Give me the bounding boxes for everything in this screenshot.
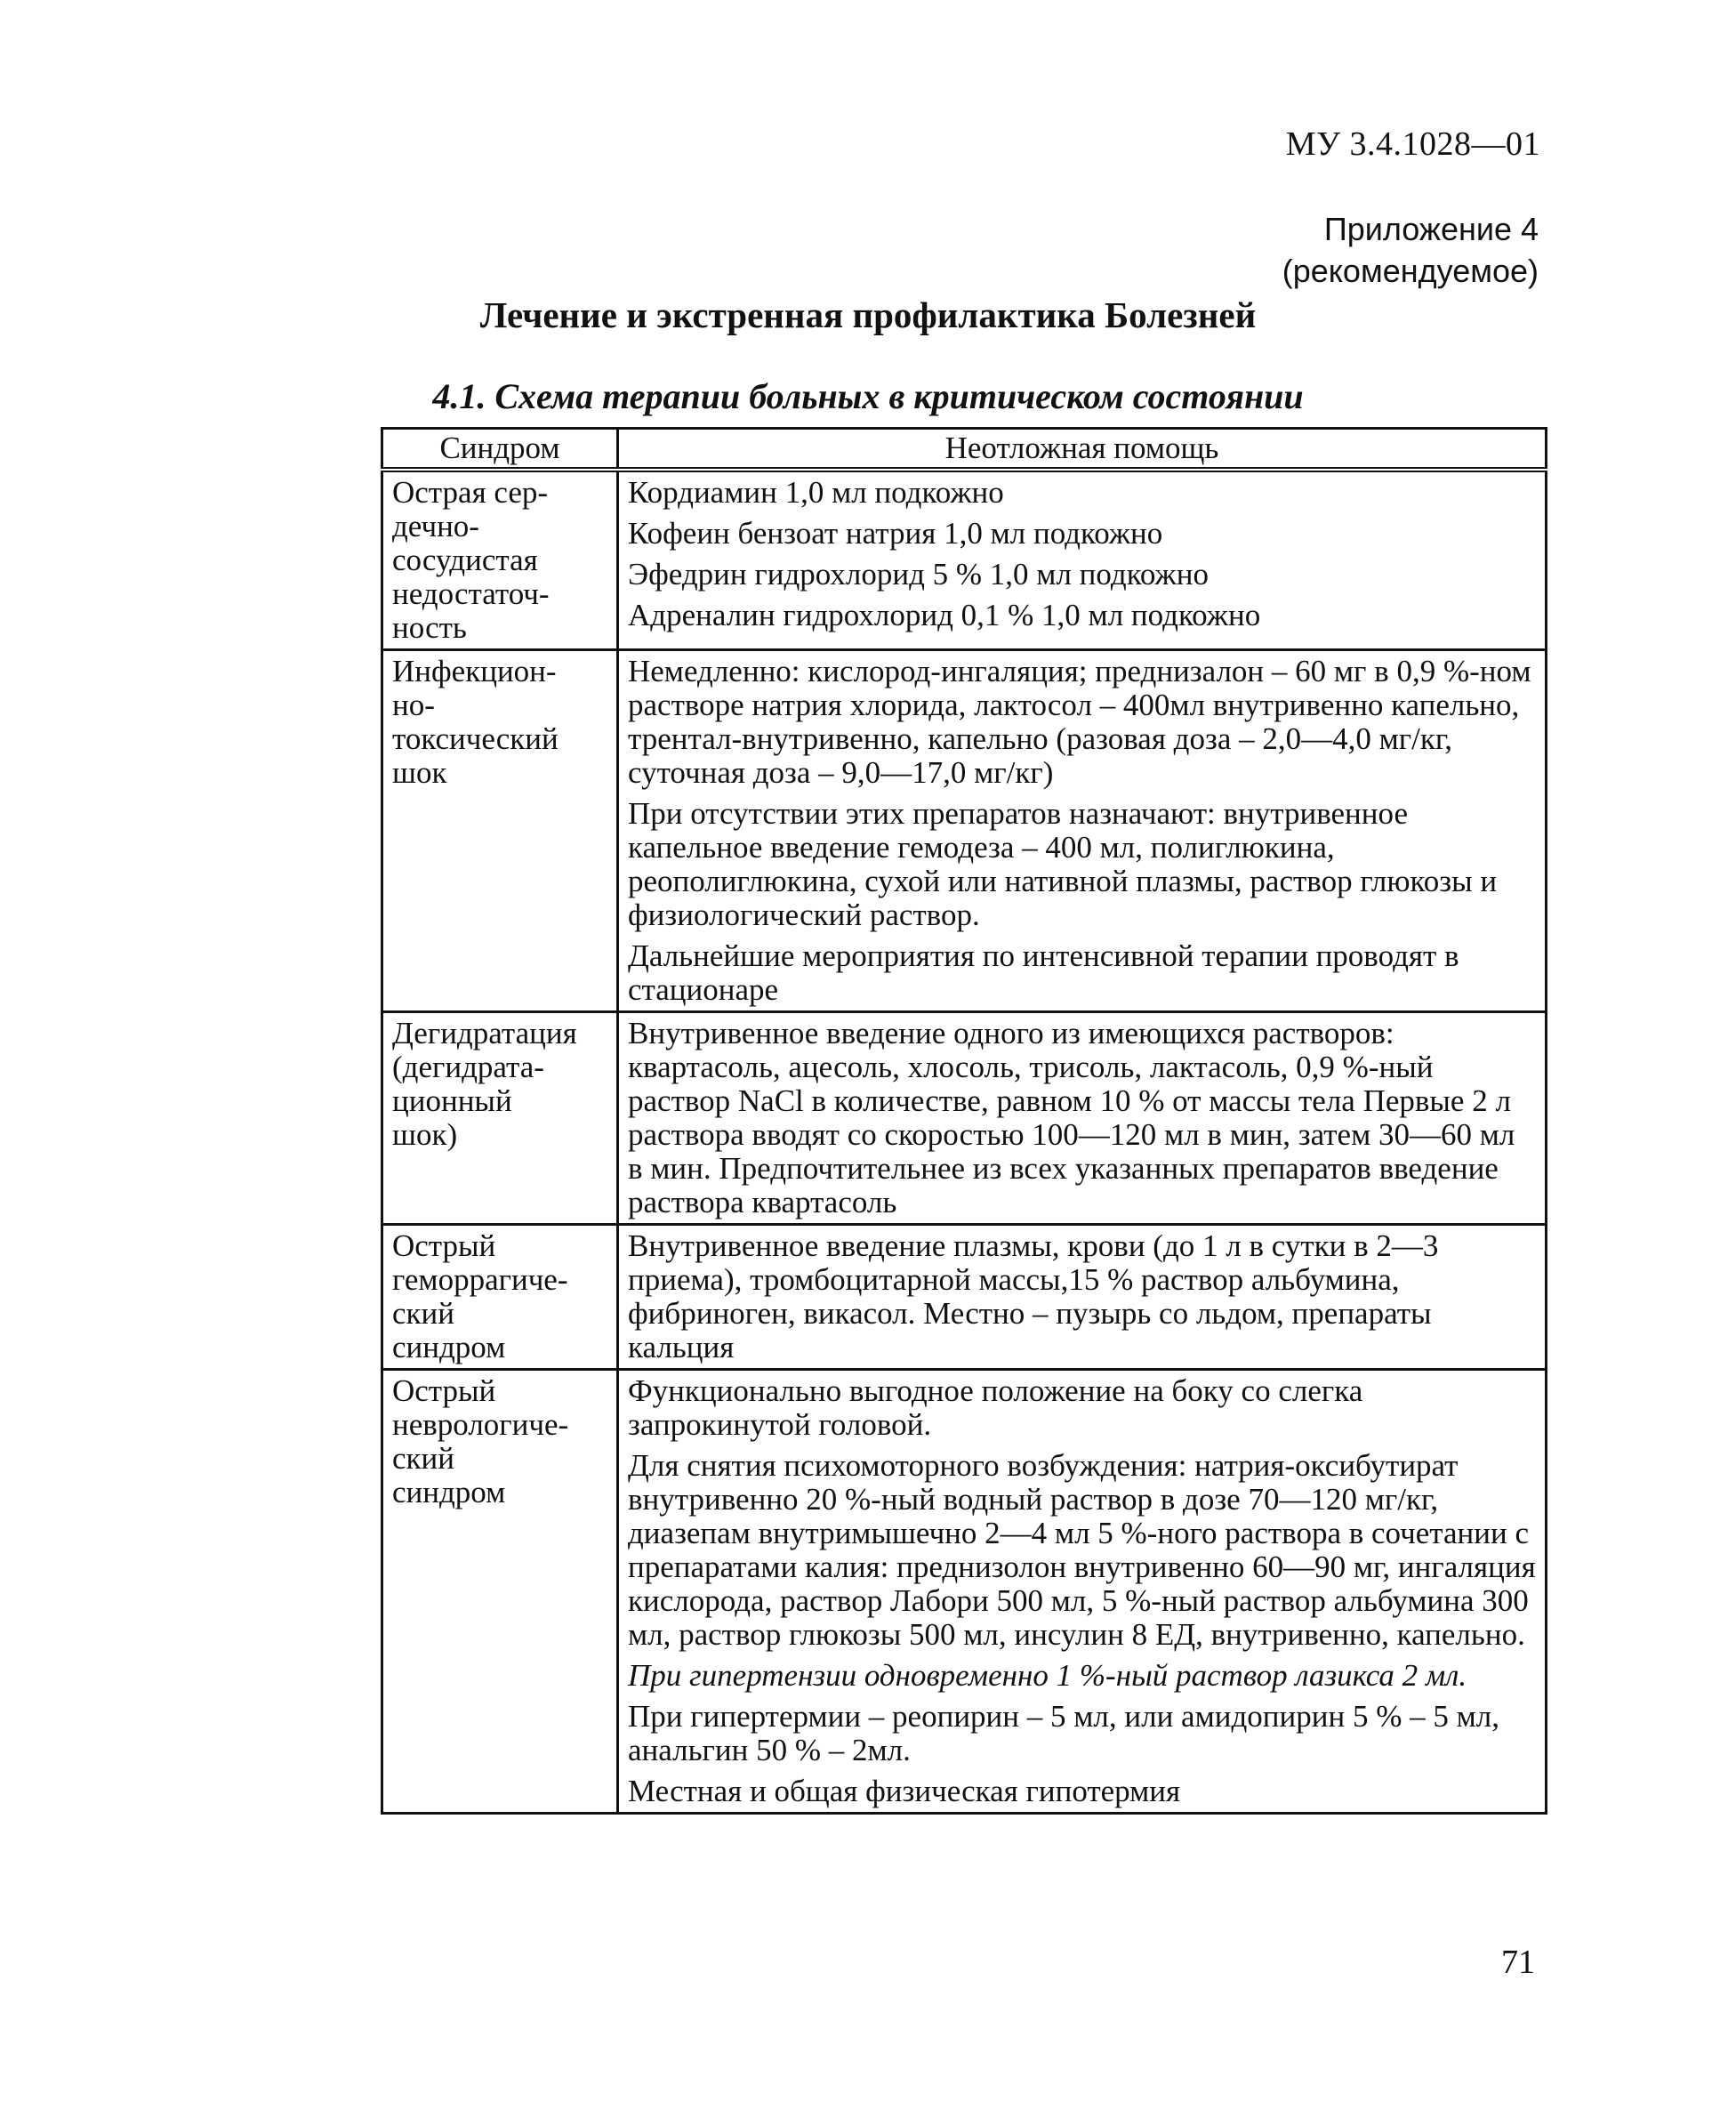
help-paragraph-italic: При гипертензии одновременно 1 %-ный раствор лазикса 2 мл. — [628, 1658, 1467, 1693]
page-number: 71 — [1501, 1944, 1535, 1981]
help-paragraph: Немедленно: кислород-ингаляция; преднизалон – 60 мг в 0,9 %-ном растворе натрия хлорида, лактосол – 400мл внутривенно капельно, трентал-внутривенно, капельно (разовая доза – 2,0—4,0 мг/кг, суточная доза – 9,0—17,0 мг/кг) — [628, 654, 1531, 790]
table-header-row — [382, 429, 1547, 471]
appendix-number: Приложение 4 — [1323, 211, 1539, 247]
table-row — [382, 1370, 1547, 1814]
syndrome-cell: Острая сер- дечно- сосудистая недостаточ- ность — [382, 470, 618, 650]
help-paragraph: При гипертермии – реопирин – 5 мл, или амидопирин 5 % – 5 мл, анальгин 50 % – 2мл. — [628, 1699, 1499, 1767]
page-title: Лечение и экстренная профилактика Болезней — [479, 294, 1257, 335]
help-cell — [618, 650, 1547, 1012]
help-cell — [618, 470, 1547, 650]
table-row — [382, 1012, 1547, 1225]
help-paragraph: Кордиамин 1,0 мл подкожно — [628, 475, 1004, 510]
therapy-table — [381, 427, 1547, 1815]
appendix-status: (рекомендуемое) — [1282, 253, 1539, 289]
help-paragraph: Функционально выгодное положение на боку со слегка запрокинутой головой. — [628, 1373, 1363, 1442]
help-paragraph: При отсутствии этих препаратов назначают: внутривенное капельное введение гемодеза – 400 мл, полиглюкина, реополиглюкина, сухой или нативной плазмы, раствор глюкозы и физиологический раствор. — [628, 796, 1498, 932]
column-header-syndrome: Синдром — [382, 429, 618, 471]
help-cell — [618, 1225, 1547, 1370]
help-paragraph: Местная и общая физическая гипотермия — [628, 1774, 1181, 1808]
table-row — [382, 470, 1547, 650]
syndrome-cell: Острый геморрагиче- ский синдром — [382, 1225, 618, 1370]
help-paragraph: Дальнейшие мероприятия по интенсивной терапии проводят в стационаре — [628, 938, 1459, 1007]
document-code: МУ 3.4.1028—01 — [1285, 125, 1540, 163]
help-paragraph: Внутривенное введение одного из имеющихся растворов: квартасоль, ацесоль, хлосоль, трисоль, лактасоль, 0,9 %-ный раствор NaCl в количестве, равном 10 % от массы тела Первые 2 л раствора вводят со скоростью 100—120 мл в мин, затем 30—60 мл в мин. Предпочтительнее из всех указанных препаратов введение раствора квартасоль — [628, 1016, 1515, 1219]
syndrome-cell: Дегидратация (дегидрата- ционный шок) — [382, 1012, 618, 1225]
help-paragraph: Кофеин бензоат натрия 1,0 мл подкожно — [628, 516, 1163, 551]
help-paragraph: Для снятия психомоторного возбуждения: натрия-оксибутират внутривенно 20 %-ный водный раствор в дозе 70—120 мг/кг, диазепам внутримышечно 2—4 мл 5 %-ного раствора в сочетании с препаратами калия: преднизолон внутривенно 60—90 мг, ингаляция кислорода, раствор Лабори 500 мл, 5 %-ный раствор альбумина 300 мл, раствор глюкозы 500 мл, инсулин 8 ЕД, внутривенно, капельно. — [628, 1448, 1536, 1652]
help-cell — [618, 1012, 1547, 1225]
help-cell — [618, 1370, 1547, 1814]
help-paragraph: Внутривенное введение плазмы, крови (до 1 л в сутки в 2—3 приема), тромбоцитарной массы,15 % раствор альбумина, фибриноген, викасол. Местно – пузырь со льдом, препараты кальция — [628, 1228, 1439, 1364]
table-caption: 4.1. Схема терапии больных в критическом состоянии — [432, 376, 1304, 416]
syndrome-cell: Острый неврологиче- ский синдром — [382, 1370, 618, 1814]
help-paragraph: Адреналин гидрохлорид 0,1 % 1,0 мл подкожно — [628, 598, 1261, 632]
syndrome-cell: Инфекцион- но- токсический шок — [382, 650, 618, 1012]
column-header-emergency-help: Неотложная помощь — [618, 429, 1547, 471]
help-paragraph: Эфедрин гидрохлорид 5 % 1,0 мл подкожно — [628, 557, 1209, 592]
table-row — [382, 650, 1547, 1012]
table-row — [382, 1225, 1547, 1370]
appendix-label — [1282, 208, 1539, 292]
